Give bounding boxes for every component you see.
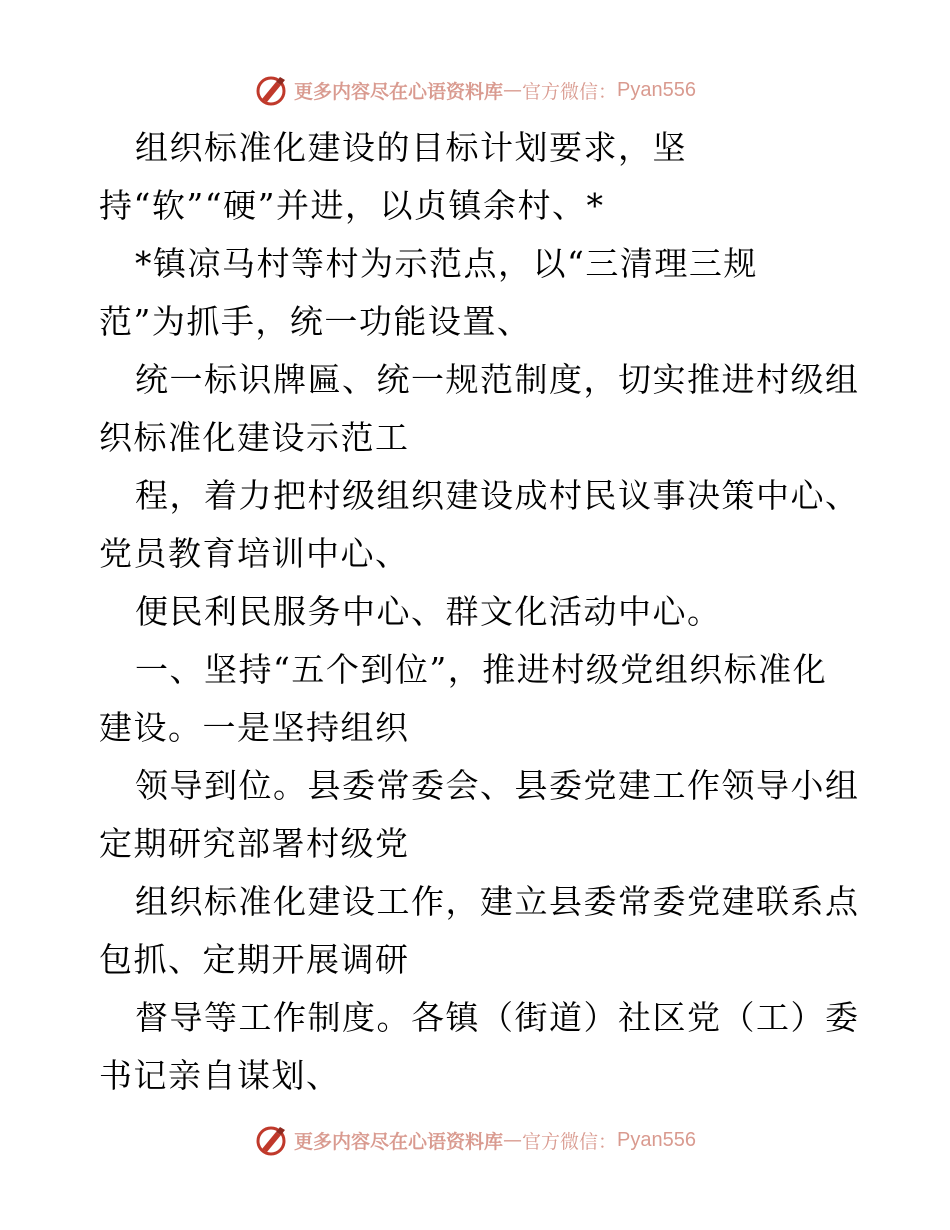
text-line: 便民利民服务中心、群文化活动中心。 bbox=[135, 592, 722, 631]
text-line: 领导到位。县委常委会、县委党建工作领导小组 bbox=[135, 766, 860, 805]
text-line: 督导等工作制度。各镇（街道）社区党（工）委 bbox=[135, 998, 860, 1037]
text-line: 包抓、定期开展调研 bbox=[99, 940, 410, 979]
footer-watermark bbox=[0, 1120, 950, 1160]
pen-circle-logo-icon bbox=[254, 72, 290, 108]
watermark-id: Pyan556 bbox=[617, 78, 696, 101]
text-line: 持“软”“硬”并进，以贞镇余村、* bbox=[99, 186, 605, 225]
pen-circle-logo-icon bbox=[254, 1122, 290, 1158]
watermark-dash: — bbox=[503, 79, 523, 101]
text-line: 书记亲自谋划、 bbox=[99, 1056, 341, 1095]
text-line: *镇凉马村等村为示范点，以“三清理三规 bbox=[135, 244, 758, 283]
text-line: 建设。一是坚持组织 bbox=[99, 708, 410, 747]
watermark-label: 官方微信： bbox=[522, 80, 618, 103]
text-line: 定期研究部署村级党 bbox=[99, 824, 410, 863]
text-line: 织标准化建设示范工 bbox=[99, 418, 410, 457]
watermark-brand: 更多内容尽在心语资料库 bbox=[294, 80, 504, 103]
text-line: 统一标识牌匾、统一规范制度，切实推进村级组 bbox=[135, 360, 860, 399]
header-watermark bbox=[0, 70, 950, 110]
watermark-id: Pyan556 bbox=[617, 1128, 696, 1151]
watermark-label: 官方微信： bbox=[522, 1130, 618, 1153]
text-line: 范”为抓手，统一功能设置、 bbox=[99, 302, 532, 341]
text-line: 程，着力把村级组织建设成村民议事决策中心、 bbox=[135, 476, 860, 515]
text-line: 组织标准化建设的目标计划要求，坚 bbox=[135, 128, 687, 167]
text-line: 一、坚持“五个到位”，推进村级党组织标准化 bbox=[135, 650, 828, 689]
text-line: 党员教育培训中心、 bbox=[99, 534, 410, 573]
watermark-dash: — bbox=[503, 1129, 523, 1151]
watermark-brand: 更多内容尽在心语资料库 bbox=[294, 1130, 504, 1153]
text-line: 组织标准化建设工作，建立县委常委党建联系点 bbox=[135, 882, 860, 921]
